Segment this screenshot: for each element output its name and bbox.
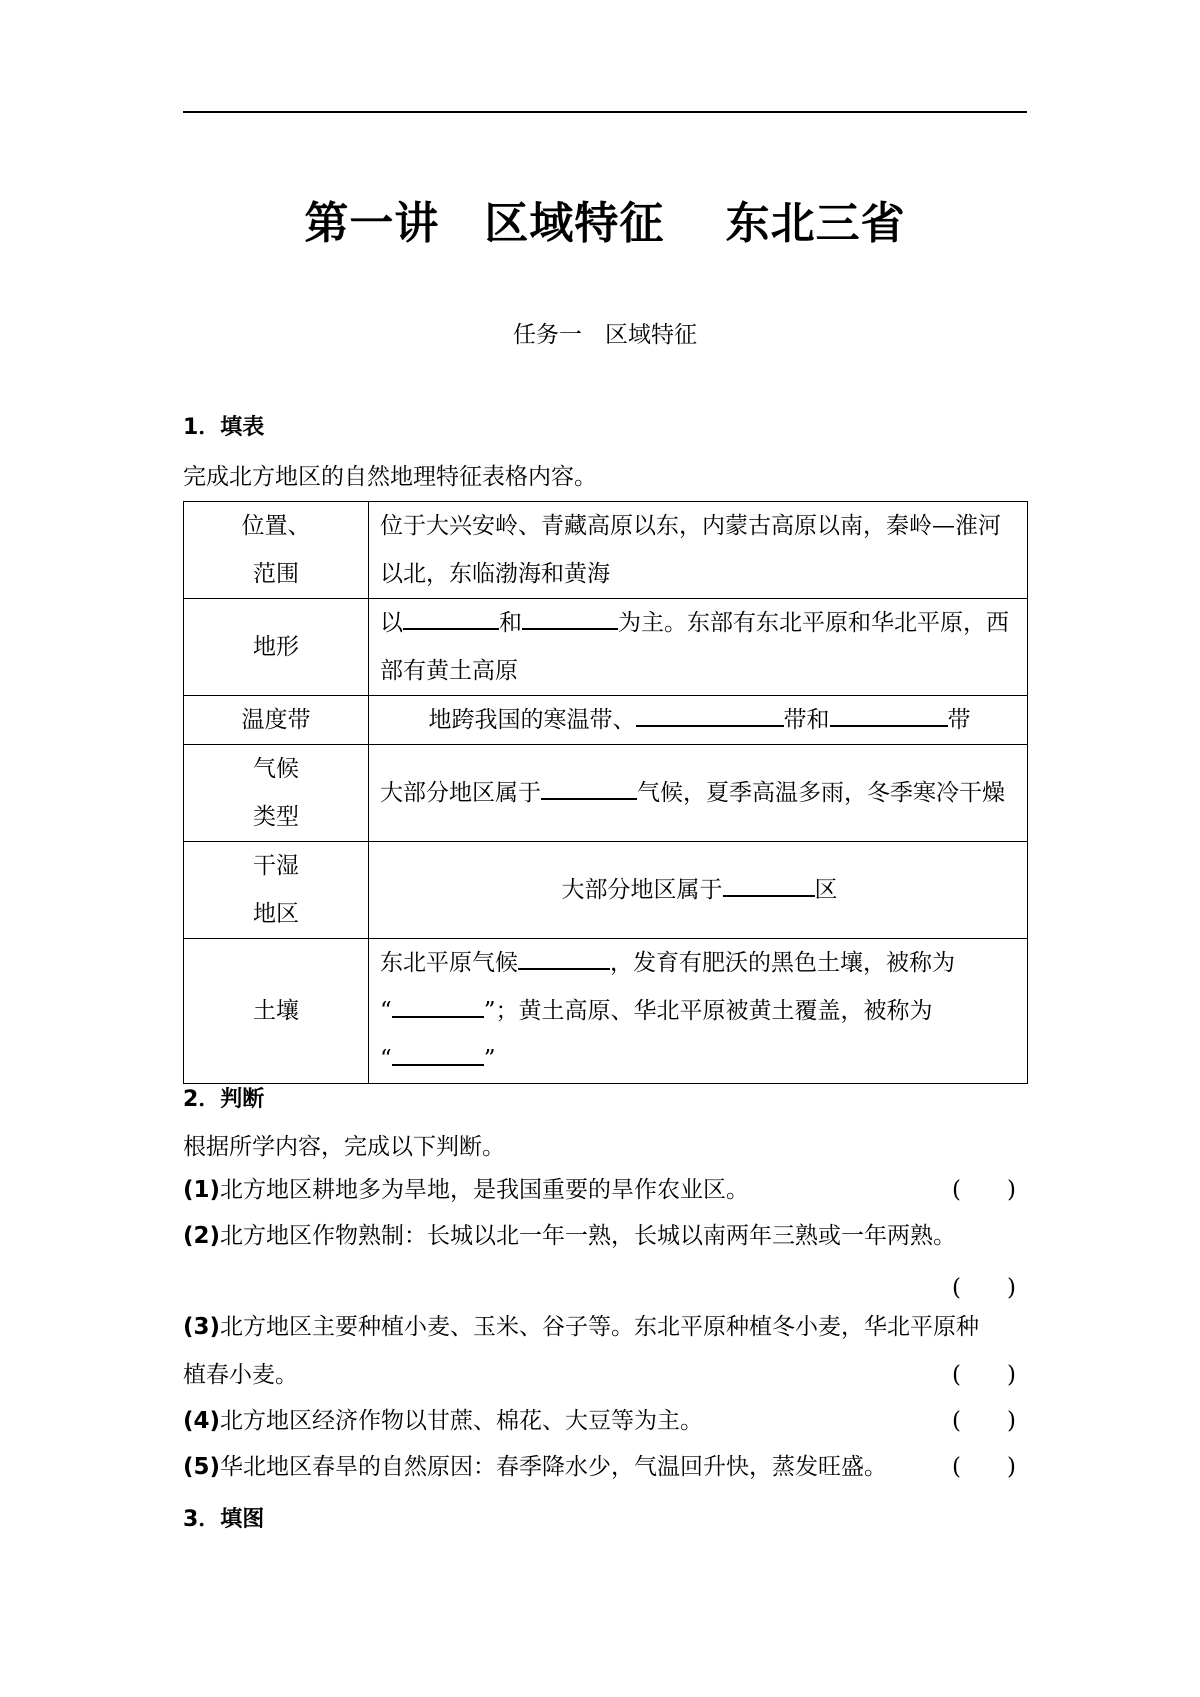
row-value: 东北平原气候 ，发育有肥沃的黑色土壤，被称为 “ ”；黄土高原、华北平原被黄土覆盖，被称为 “ ” xyxy=(369,939,1028,1084)
table-row xyxy=(184,842,1028,939)
judgment-item-1: (1)北方地区耕地多为旱地，是我国重要的旱作农业区。 ( ) xyxy=(183,1166,1028,1214)
judgment-item-4: (4)北方地区经济作物以甘蔗、棉花、大豆等为主。 ( ) xyxy=(183,1397,1028,1445)
table-row xyxy=(184,599,1028,696)
answer-blank[interactable] xyxy=(403,602,499,630)
table-row xyxy=(184,745,1028,842)
answer-paren[interactable]: ( ) xyxy=(952,1177,1016,1203)
page-subtitle: 任务一 区域特征 xyxy=(513,322,697,348)
answer-blank[interactable] xyxy=(392,1038,484,1066)
table-row xyxy=(184,939,1028,1084)
section1-heading: 1．填表 xyxy=(183,415,265,440)
answer-blank[interactable] xyxy=(723,869,815,897)
features-table xyxy=(183,501,1028,1084)
answer-blank[interactable] xyxy=(636,699,784,727)
answer-blank[interactable] xyxy=(518,942,610,970)
answer-paren[interactable]: ( ) xyxy=(952,1275,1016,1301)
table-row xyxy=(184,696,1028,745)
row-value: 大部分地区属于 气候，夏季高温多雨，冬季寒冷干燥 xyxy=(369,745,1028,842)
answer-paren[interactable]: ( ) xyxy=(952,1454,1016,1480)
row-value: 大部分地区属于 区 xyxy=(369,842,1028,939)
answer-blank[interactable] xyxy=(522,602,618,630)
top-rule xyxy=(183,111,1027,113)
page-title: 第一讲 区域特征 东北三省 xyxy=(304,198,906,249)
row-label: 位置、 范围 xyxy=(184,502,369,599)
section1-instruction: 完成北方地区的自然地理特征表格内容。 xyxy=(183,464,597,490)
judgment-item-5: (5)华北地区春旱的自然原因：春季降水少，气温回升快，蒸发旺盛。 ( ) xyxy=(183,1443,1028,1491)
table-row xyxy=(184,502,1028,599)
judgment-item-3: (3)北方地区主要种植小麦、玉米、谷子等。东北平原种植冬小麦，华北平原种 植春小麦。 ( ) xyxy=(183,1303,1028,1399)
answer-paren[interactable]: ( ) xyxy=(952,1362,1016,1388)
section2-instruction: 根据所学内容，完成以下判断。 xyxy=(183,1134,505,1160)
row-label: 地形 xyxy=(184,599,369,696)
row-label: 气候 类型 xyxy=(184,745,369,842)
judgment-item-2-paren-line xyxy=(183,1269,1028,1301)
row-label: 土壤 xyxy=(184,939,369,1084)
row-label: 温度带 xyxy=(184,696,369,745)
judgment-item-2: (2)北方地区作物熟制：长城以北一年一熟，长城以南两年三熟或一年两熟。 xyxy=(183,1223,957,1249)
row-value: 以 和 为主。东部有东北平原和华北平原，西部有黄土高原 xyxy=(369,599,1028,696)
row-label: 干湿 地区 xyxy=(184,842,369,939)
row-value: 位于大兴安岭、青藏高原以东，内蒙古高原以南，秦岭—淮河以北，东临渤海和黄海 xyxy=(369,502,1028,599)
answer-blank[interactable] xyxy=(541,772,637,800)
answer-blank[interactable] xyxy=(392,990,484,1018)
answer-paren[interactable]: ( ) xyxy=(952,1408,1016,1434)
section3-heading: 3．填图 xyxy=(183,1507,265,1532)
section2-heading: 2．判断 xyxy=(183,1087,265,1112)
row-value: 地跨我国的寒温带、 带和 带 xyxy=(369,696,1028,745)
answer-blank[interactable] xyxy=(830,699,948,727)
